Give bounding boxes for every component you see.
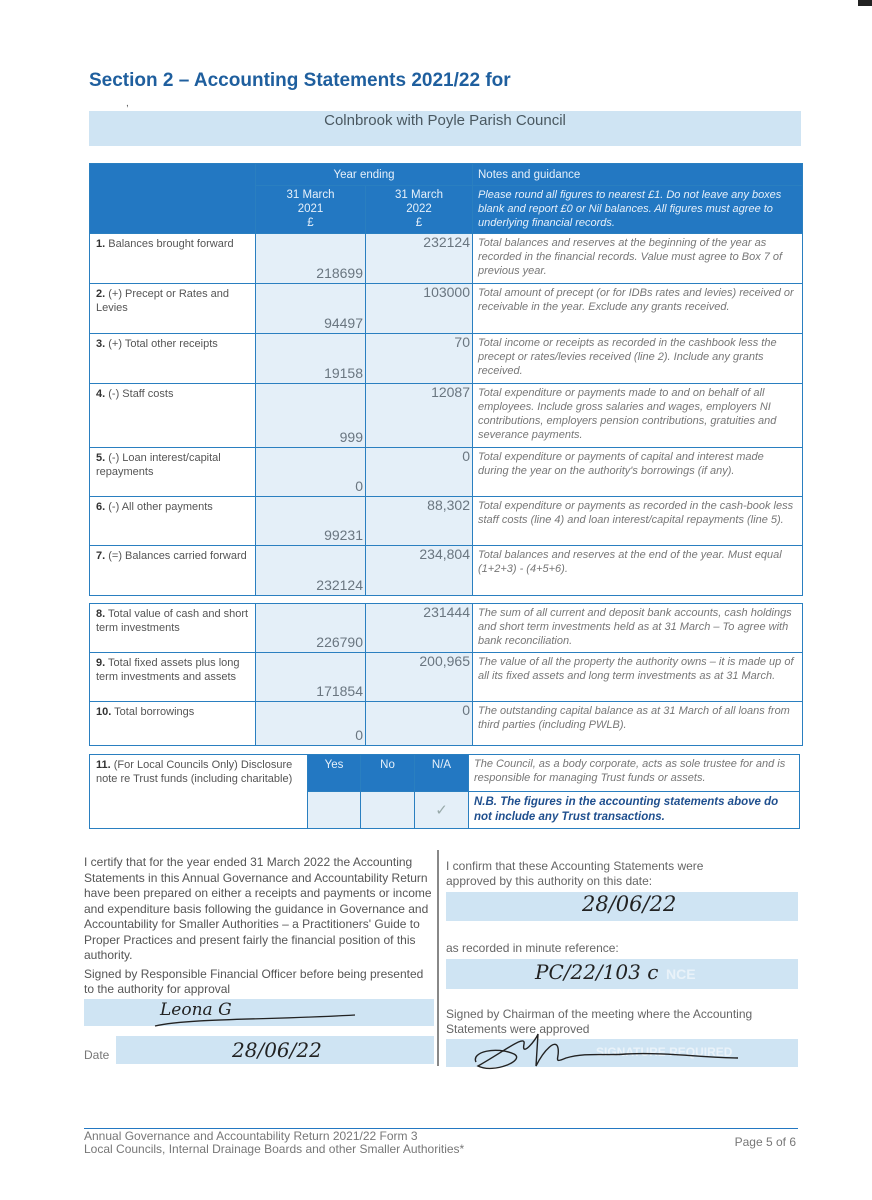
row-label-text: (-) All other payments <box>108 501 213 513</box>
row-number: 3. <box>96 338 106 350</box>
rfo-date: 28/06/22 <box>232 1038 322 1062</box>
statement-row <box>90 284 803 334</box>
value-2022-text: 0 <box>462 448 470 464</box>
value-2021[interactable]: 19158 <box>256 334 366 384</box>
col-2021-currency: £ <box>307 217 314 229</box>
row-label-text: Balances brought forward <box>108 238 234 250</box>
row-11-label <box>90 755 308 829</box>
year-ending-header: Year ending <box>256 164 473 186</box>
trust-no-header: No <box>361 755 415 792</box>
col-2022-currency: £ <box>415 217 423 229</box>
row-label-text: Total borrowings <box>114 706 195 718</box>
value-2022-text: 70 <box>454 334 470 350</box>
row-note: Total expenditure or payments of capital and interest made during the year on the authority's borrowings (if any). <box>473 448 803 497</box>
value-2022-text: 232124 <box>423 234 470 250</box>
value-2022[interactable] <box>366 497 473 546</box>
scan-mark: , <box>126 98 129 109</box>
row-number: 4. <box>96 388 106 400</box>
row-note: The value of all the property the authority owns – it is made up of all its fixed assets and long term investments as at 31 March. <box>473 653 803 702</box>
row-label-text: (-) Loan interest/capital repayments <box>96 452 221 478</box>
col-2021-year: 2021 <box>297 203 324 215</box>
section-title: Section 2 – Accounting Statements 2021/22 for <box>89 70 511 91</box>
value-2022[interactable] <box>366 604 473 653</box>
notes-guidance-header: Notes and guidance <box>473 164 803 186</box>
value-2022-text: 0 <box>462 702 470 718</box>
rfo-signed-text: Signed by Responsible Financial Officer before being presented to the authority for approval <box>84 966 424 996</box>
row-label <box>90 653 256 702</box>
value-2022-text: 231444 <box>423 604 470 620</box>
value-2021[interactable]: 0 <box>256 702 366 746</box>
value-2021[interactable]: 226790 <box>256 604 366 653</box>
trust-nb-note: N.B. The figures in the accounting statements above do not include any Trust transactions. <box>469 792 800 829</box>
certification-text: I certify that for the year ended 31 March 2022 the Accounting Statements in this Annual Governance and Accountability Return have been prepared on either a receipts and payments or income and expenditure basis following the guidance in Governance and Accountability for Smaller Authorities – a Practitioners' Guide to Proper Practices and present fairly the financial position of this authority. <box>84 855 432 962</box>
trust-no-checkbox[interactable] <box>361 792 415 829</box>
row-note: The outstanding capital balance as at 31 March of all loans from third parties (including PWLB). <box>473 702 803 746</box>
trust-funds-table <box>89 754 800 829</box>
minute-ghost-text: NCE <box>666 966 696 982</box>
value-2021[interactable]: 0 <box>256 448 366 497</box>
row-note: Total amount of precept (or for IDBs rates and levies) received or receivable in the year. Exclude any grants received. <box>473 284 803 334</box>
date-label: Date <box>84 1048 110 1062</box>
row-11-number: 11. <box>96 759 111 771</box>
row-number: 7. <box>96 550 106 562</box>
row-label-text: (+) Total other receipts <box>108 338 218 350</box>
row-number: 9. <box>96 657 106 669</box>
chairman-signature-icon <box>466 1030 746 1076</box>
value-2022[interactable] <box>366 546 473 596</box>
scan-corner-mark <box>858 0 872 6</box>
row-11-text: (For Local Councils Only) Disclosure note re Trust funds (including charitable) <box>96 759 293 785</box>
chairman-ghost-text: SIGNATURE REQUIRED <box>596 1045 733 1059</box>
trust-yes-header: Yes <box>308 755 361 792</box>
approval-confirm-text: I confirm that these Accounting Statements were approved by this authority on this date: <box>446 859 704 888</box>
row-label-text: Total value of cash and short term investments <box>96 608 249 634</box>
value-2021[interactable]: 171854 <box>256 653 366 702</box>
row-number: 6. <box>96 501 106 513</box>
header-blank-cell <box>90 164 256 234</box>
statement-row <box>90 384 803 448</box>
statement-row <box>90 702 803 746</box>
trust-yes-checkbox[interactable] <box>308 792 361 829</box>
footer-line-2: Local Councils, Internal Drainage Boards and other Smaller Authorities* <box>84 1142 465 1156</box>
row-note: The sum of all current and deposit bank accounts, cash holdings and short term investments held as at 31 March – To agree with bank reconciliation. <box>473 604 803 653</box>
statement-row <box>90 448 803 497</box>
row-label <box>90 448 256 497</box>
page-number: Page 5 of 6 <box>734 1135 796 1149</box>
row-label <box>90 604 256 653</box>
rfo-certification <box>84 855 434 998</box>
row-label <box>90 384 256 448</box>
row-note: Total expenditure or payments as recorded in the cash-book less staff costs (line 4) and loan interest/capital repayments (line 5). <box>473 497 803 546</box>
value-2022[interactable] <box>366 448 473 497</box>
row-label <box>90 546 256 596</box>
row-label-text: Total fixed assets plus long term investments and assets <box>96 657 240 683</box>
authority-name: Colnbrook with Poyle Parish Council <box>324 112 566 129</box>
value-2021[interactable]: 94497 <box>256 284 366 334</box>
assets-table <box>89 603 803 746</box>
col-2021-date: 31 March <box>286 189 335 201</box>
trust-na-checkbox[interactable] <box>415 792 469 829</box>
value-2022-text: 234,804 <box>419 546 470 562</box>
notes-intro: Please round all figures to nearest £1. Do not leave any boxes blank and report £0 or Nil balances. All figures must agree to underlying financial records. <box>473 186 803 234</box>
rfo-signature-stroke-icon <box>150 1010 370 1032</box>
statement-row <box>90 234 803 284</box>
col-2022-date: 31 March <box>395 189 443 201</box>
minute-reference: PC/22/103 c <box>535 960 659 984</box>
value-2021[interactable]: 218699 <box>256 234 366 284</box>
row-label <box>90 234 256 284</box>
footer-text <box>84 1130 464 1156</box>
row-note: Total expenditure or payments made to and on behalf of all employees. Include gross salaries and wages, employers NI contributions, employers pension contributions, gratuities and severance payments. <box>473 384 803 448</box>
value-2021[interactable]: 999 <box>256 384 366 448</box>
row-label <box>90 702 256 746</box>
col-2022-year: 2022 <box>406 203 432 215</box>
footer-line-1: Annual Governance and Accountability Return 2021/22 Form 3 <box>84 1129 418 1143</box>
col-2021-header <box>256 186 366 234</box>
trust-na-header: N/A <box>415 755 469 792</box>
value-2021[interactable]: 99231 <box>256 497 366 546</box>
chairman-signed-text: Signed by Chairman of the meeting where the Accounting Statements were approved <box>446 1007 753 1036</box>
row-label <box>90 284 256 334</box>
value-2022-text: 88,302 <box>427 497 470 513</box>
row-number: 8. <box>96 608 106 620</box>
rfo-signature: Leona G <box>160 1000 232 1020</box>
value-2022-text: 103000 <box>423 284 470 300</box>
check-icon: ✓ <box>435 802 448 819</box>
value-2022[interactable] <box>366 653 473 702</box>
row-label-text: (-) Staff costs <box>108 388 174 400</box>
col-2022-header <box>366 186 473 234</box>
statement-row <box>90 604 803 653</box>
row-label <box>90 497 256 546</box>
value-2022-text: 200,965 <box>419 653 470 669</box>
row-number: 10. <box>96 706 112 718</box>
vertical-divider <box>437 850 439 1066</box>
row-label-text: (=) Balances carried forward <box>108 550 247 562</box>
row-label <box>90 334 256 384</box>
value-2022[interactable] <box>366 284 473 334</box>
row-number: 5. <box>96 452 106 464</box>
row-note: Total balances and reserves at the beginning of the year as recorded in the financial records. Value must agree to Box 7 of previous year. <box>473 234 803 284</box>
statement-row <box>90 546 803 596</box>
authority-name-box <box>89 111 801 146</box>
row-number: 1. <box>96 238 106 250</box>
accounting-statements-table <box>89 163 803 596</box>
value-2022[interactable] <box>366 234 473 284</box>
value-2022[interactable] <box>366 334 473 384</box>
row-number: 2. <box>96 288 106 300</box>
value-2022-text: 12087 <box>431 384 470 400</box>
value-2022[interactable] <box>366 702 473 746</box>
statement-row <box>90 334 803 384</box>
row-label-text: (+) Precept or Rates and Levies <box>96 288 230 314</box>
statement-row <box>90 653 803 702</box>
value-2022[interactable] <box>366 384 473 448</box>
minute-reference-label: as recorded in minute reference: <box>446 941 619 955</box>
approval-date: 28/06/22 <box>582 892 677 916</box>
row-note: Total balances and reserves at the end of the year. Must equal (1+2+3) - (4+5+6). <box>473 546 803 596</box>
statement-row <box>90 497 803 546</box>
value-2021[interactable]: 232124 <box>256 546 366 596</box>
row-note: Total income or receipts as recorded in the cashbook less the precept or rates/levies received (line 2). Include any grants received. <box>473 334 803 384</box>
trust-note: The Council, as a body corporate, acts as sole trustee for and is responsible for managing Trust funds or assets. <box>469 755 800 792</box>
